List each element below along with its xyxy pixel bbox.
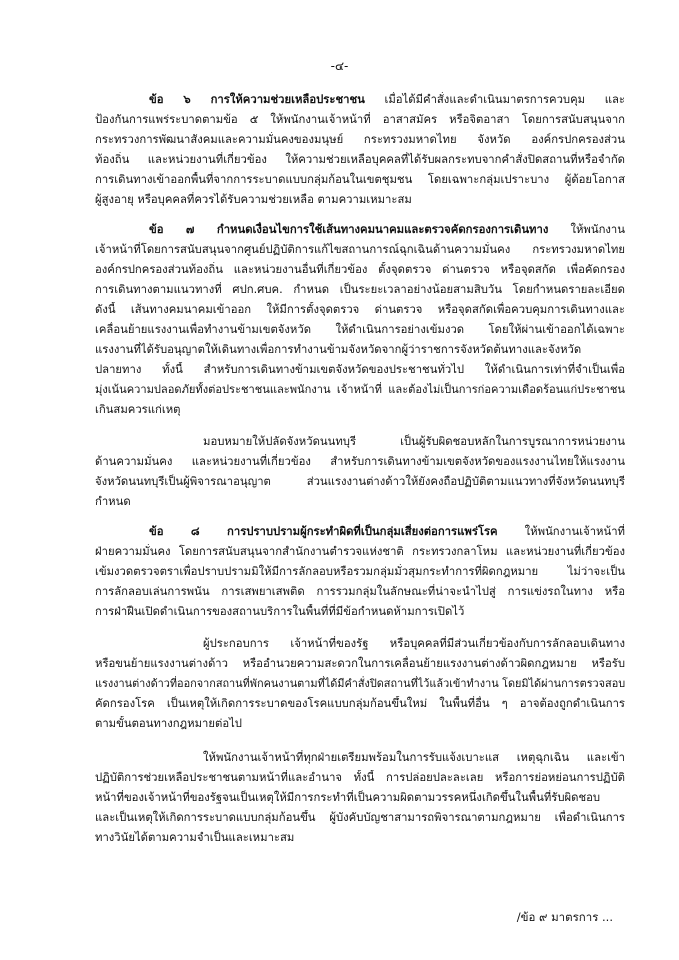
section-7-first-line-text: ให้พนักงาน — [548, 223, 625, 236]
section-6-first-line — [149, 92, 625, 108]
section-7-paragraph-2-line: จังหวัดนนทบุรีเป็นผู้พิจารณาอนุญาต ส่วนแรงงานต่างด้าวให้ยังคงถือปฏิบัติตามแนวทางที่จังหวัดนนทบุรี — [95, 475, 625, 488]
section-6-line: ผู้สูงอายุ หรือบุคคลที่ควรได้รับความช่วยเหลือ ตามความเหมาะสม — [95, 193, 412, 206]
section-8-paragraph-2-first-line: ผู้ประกอบการ เจ้าหน้าที่ของรัฐ หรือบุคคลที่มีส่วนเกี่ยวข้องกับการลักลอบเดินทาง — [203, 637, 625, 650]
section-6-line: ป้องกันการแพร่ระบาดตามข้อ ๕ ให้พนักงานเจ้าหน้าที่ อาสาสมัคร หรือจิตอาสา โดยการสนับสนุนจาก — [95, 113, 625, 126]
section-7-line: เกินสมควรแก่เหตุ — [95, 403, 181, 416]
section-8-line: การลักลอบเล่นการพนัน การเสพยาเสพติด การรวมกลุ่มในลักษณะที่น่าจะนำไปสู่ การแข่งรถในทาง หรือ — [95, 585, 625, 598]
section-8-paragraph-3-line: ทางวินัยได้ตามความจำเป็นและเหมาะสม — [95, 831, 295, 844]
section-6-first-line-text: เมื่อได้มีคำสั่งและดำเนินมาตรการควบคุม และ — [364, 93, 625, 106]
section-8-paragraph-3-line: หน้าที่ของเจ้าหน้าที่ของรัฐจนเป็นเหตุให้มีการกระทำที่เป็นความผิดตามวรรคหนึ่งเกิดขึ้นในพื้นที่รับผิดชอบ — [95, 791, 601, 804]
section-7-line: เจ้าหน้าที่โดยการสนับสนุนจากศูนย์ปฏิบัติการแก้ไขสถานการณ์ฉุกเฉินด้านความมั่นคง กระทรวงมหาดไทย — [95, 243, 625, 256]
section-7-line: แรงงานที่ได้รับอนุญาตให้เดินทางเพื่อการทำงานข้ามจังหวัดจากผู้ว่าราชการจังหวัดต้นทางและจังหวัด — [95, 343, 582, 356]
section-8-paragraph-2-line: ตามขั้นตอนทางกฎหมายต่อไป — [95, 717, 242, 730]
section-7-paragraph-2-first-line: มอบหมายให้ปลัดจังหวัดนนทบุรี เป็นผู้รับผิดชอบหลักในการบูรณาการหน่วยงาน — [203, 435, 625, 448]
section-7-line: เคลื่อนย้ายแรงงานเพื่อทำงานข้ามเขตจังหวัด ให้ดำเนินการอย่างเข้มงวด โดยให้ผ่านเข้าออกได้เฉพาะ — [95, 323, 625, 336]
section-7-heading: ข้อ ๗ กำหนดเงื่อนไขการใช้เส้นทางคมนาคมและตรวจคัดกรองการเดินทาง — [149, 223, 549, 236]
section-7-paragraph-2-line: กำหนด — [95, 495, 131, 508]
section-6-line: การเดินทางเข้าออกพื้นที่จากการระบาดแบบกลุ่มก้อนในเขตชุมชน โดยเฉพาะกลุ่มเปราะบาง ผู้ด้อยโอกาส — [95, 173, 625, 186]
section-8-paragraph-2-line: คัดกรองโรค เป็นเหตุให้เกิดการระบาดของโรคแบบกลุ่มก้อนขึ้นใหม่ ในพื้นที่อื่น ๆ อาจต้องถูกดำเนินการ — [95, 697, 625, 710]
section-8-heading: ข้อ ๘ การปราบปรามผู้กระทำผิดที่เป็นกลุ่มเสี่ยงต่อการแพร่โรค — [149, 525, 498, 538]
section-8-line: เข้มงวดตรวจตราเพื่อปราบปรามมิให้มีการลักลอบหรือรวมกลุ่มมั่วสุมกระทำการที่ผิดกฎหมาย ไม่ว่าจะเป็น — [95, 565, 625, 578]
section-8-paragraph-3-line: และเป็นเหตุให้เกิดการระบาดแบบกลุ่มก้อนขึ้น ผู้บังคับบัญชาสามารถพิจารณาตามกฎหมาย เพื่อดำเนินการ — [95, 811, 625, 824]
section-7-line: การเดินทางตามแนวทางที่ ศปก.ศบค. กำหนด เป็นระยะเวลาอย่างน้อยสามสิบวัน โดยกำหนดรายละเอียด — [95, 283, 625, 296]
section-8-paragraph-3-first-line: ให้พนักงานเจ้าหน้าที่ทุกฝ่ายเตรียมพร้อมในการรับแจ้งเบาะแส เหตุฉุกเฉิน และเข้า — [203, 751, 625, 764]
section-7-line: องค์กรปกครองส่วนท้องถิ่น และหน่วยงานอื่นที่เกี่ยวข้อง ตั้งจุดตรวจ ด่านตรวจ หรือจุดสกัด เพื่อคัดกรอง — [95, 263, 625, 276]
section-8-line: ฝ่ายความมั่นคง โดยการสนับสนุนจากสำนักงานตำรวจแห่งชาติ กระทรวงกลาโหม และหน่วยงานที่เกี่ยวข้อง — [95, 545, 625, 558]
section-6-line: กระทรวงการพัฒนาสังคมและความมั่นคงของมนุษย์ กระทรวงมหาดไทย จังหวัด องค์กรปกครองส่วน — [95, 133, 625, 146]
section-6-heading: ข้อ ๖ การให้ความช่วยเหลือประชาชน — [149, 93, 365, 106]
section-8-line: การฝ่าฝืนเปิดดำเนินการของสถานบริการในพื้นที่ที่มีข้อกำหนดห้ามการเปิดไว้ — [95, 605, 465, 618]
section-8-first-line — [149, 524, 625, 540]
section-7-paragraph-2-line: ด้านความมั่นคง และหน่วยงานที่เกี่ยวข้อง สำหรับการเดินทางข้ามเขตจังหวัดของแรงงานไทยให้แรงงาน — [95, 455, 625, 468]
section-6-line: ท้องถิ่น และหน่วยงานที่เกี่ยวข้อง ให้ความช่วยเหลือบุคคลที่ได้รับผลกระทบจากคำสั่งปิดสถานที่หรือจำกัด — [95, 153, 625, 166]
continuation-note: /ข้อ ๙ มาตรการ ... — [516, 910, 613, 924]
section-8-paragraph-3-line: ปฏิบัติการช่วยเหลือประชาชนตามหน้าที่และอำนาจ ทั้งนี้ การปล่อยปละละเลย หรือการย่อหย่อนการปฏิบัติ — [95, 771, 625, 784]
section-8-paragraph-2-line: หรือขนย้ายแรงงานต่างด้าว หรืออำนวยความสะดวกในการเคลื่อนย้ายแรงงานต่างด้าวผิดกฎหมาย หรือรับ — [95, 657, 625, 670]
page-number: -๔- — [330, 59, 349, 73]
section-7-line: ดังนี้ เส้นทางคมนาคมเข้าออก ให้มีการตั้งจุดตรวจ ด่านตรวจ หรือจุดสกัดเพื่อควบคุมการเดินทางและ — [95, 303, 625, 316]
section-7-line: ปลายทาง ทั้งนี้ สำหรับการเดินทางข้ามเขตจังหวัดของประชาชนทั่วไป ให้ดำเนินการเท่าที่จำเป็นเพื่อ — [95, 363, 625, 376]
section-7-first-line — [149, 222, 625, 238]
section-8-first-line-text: ให้พนักงานเจ้าหน้าที่ — [497, 525, 625, 538]
section-7-line: มุ่งเน้นความปลอดภัยทั้งต่อประชาชนและพนักงาน เจ้าหน้าที่ และต้องไม่เป็นการก่อความเดือดร้อนแก่ประชาชน — [95, 383, 625, 396]
section-8-paragraph-2-line: แรงงานต่างด้าวที่ออกจากสถานที่พักคนงานตามที่ได้มีคำสั่งปิดสถานที่ไว้แล้วเข้าทำงาน โดยมิได้ผ่านการตรวจสอบ — [95, 677, 625, 690]
